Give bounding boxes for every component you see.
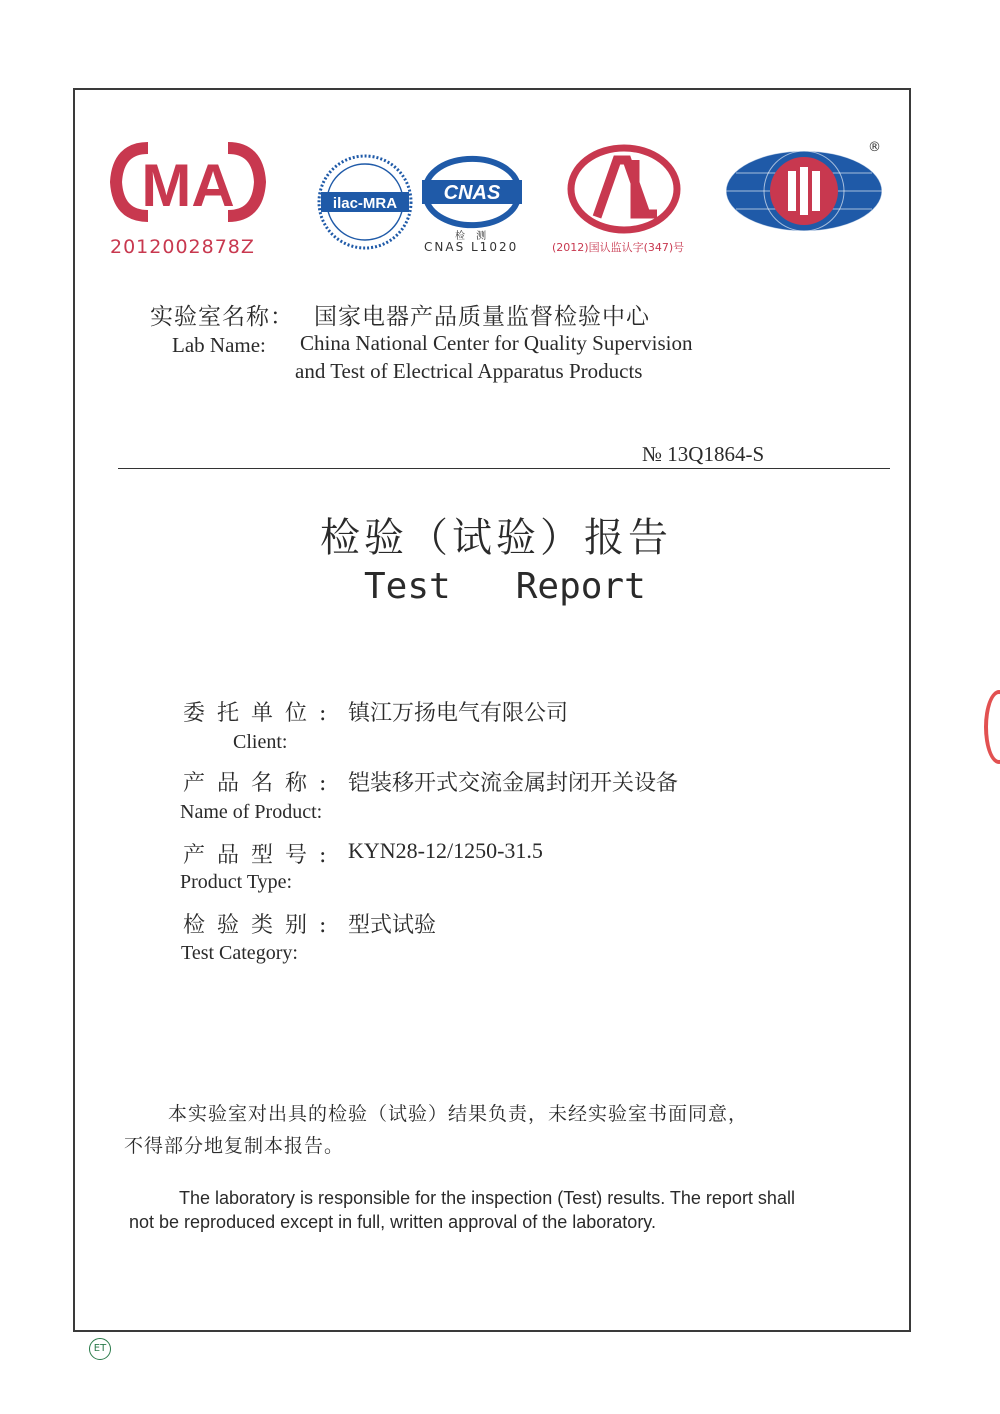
cnas-logo-icon [418, 152, 526, 230]
seal-stamp-edge [984, 690, 1000, 764]
notice-cn-line1: 本实验室对出具的检验（试验）结果负责，未经实验室书面同意， [168, 1103, 749, 1125]
notice-cn-line2: 不得部分地复制本报告。 [124, 1135, 345, 1157]
report-title-cn: 检验（试验）报告 [320, 515, 672, 561]
cma-logo-text: MA [141, 152, 235, 219]
lab-name-cn-label: 实验室名称： [150, 304, 294, 330]
field-label-product-type-en: Product Type: [180, 871, 293, 893]
field-label-test-category-cn: 检验类别: [183, 913, 339, 938]
field-label-test-category-en: Test Category: [181, 942, 298, 964]
footer-stamp-mark: ET [89, 1338, 111, 1360]
registered-mark: ® [868, 140, 881, 155]
notice-en-line1: The laboratory is responsible for the inspection (Test) results. The report shall [179, 1188, 795, 1208]
ilac-mra-logo-icon [315, 152, 415, 252]
cnas-logo-text: CNAS [443, 182, 501, 204]
cma-logo-icon [108, 140, 268, 225]
field-label-client-en: Client: [233, 731, 288, 753]
ilac-logo-text: ilac-MRA [332, 195, 398, 212]
report-title-en: Test Report [364, 566, 646, 607]
field-label-client-cn: 委托单位: [183, 701, 339, 726]
cnas-code: CNAS L1020 [424, 240, 519, 254]
field-value-product-type: KYN28-12/1250-31.5 [348, 838, 543, 863]
al-code: (2012)国认监认字(347)号 [552, 241, 685, 254]
globe-certification-logo-icon [722, 145, 887, 235]
notice-en-line2: not be reproduced except in full, written approval of the laboratory. [129, 1212, 656, 1232]
cnas-sub: 检 测 [455, 231, 491, 242]
field-value-product-name: 铠装移开式交流金属封闭开关设备 [348, 771, 679, 796]
field-value-test-category: 型式试验 [348, 913, 437, 938]
field-label-product-name-cn: 产品名称: [183, 771, 339, 796]
lab-name-en-label: Lab Name: [172, 333, 266, 357]
field-label-product-type-cn: 产品型号: [183, 843, 339, 868]
lab-name-cn: 国家电器产品质量监督检验中心 [314, 304, 650, 330]
al-logo-icon [565, 142, 683, 236]
field-label-product-name-en: Name of Product: [180, 801, 323, 823]
field-value-client: 镇江万扬电气有限公司 [348, 701, 569, 726]
header-divider [118, 468, 890, 469]
lab-name-en-line2: and Test of Electrical Apparatus Products [295, 359, 643, 383]
lab-name-en-line1: China National Center for Quality Supervision [300, 331, 693, 355]
report-number: № 13Q1864-S [642, 442, 765, 466]
cma-code: 2012002878Z [110, 236, 255, 258]
